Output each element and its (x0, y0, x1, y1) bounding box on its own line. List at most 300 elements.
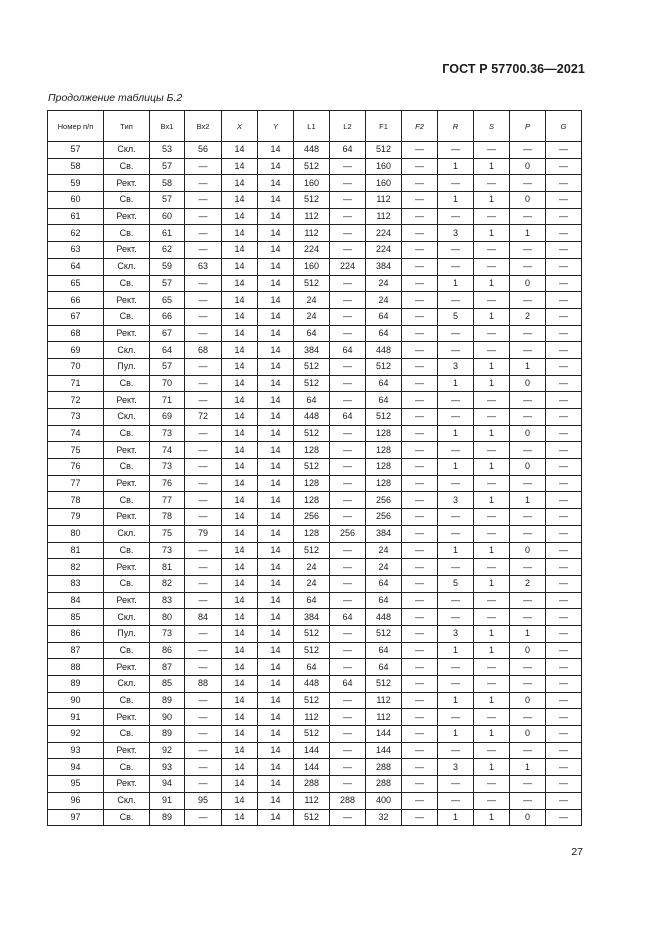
table-cell: 14 (222, 325, 258, 342)
table-cell: 14 (222, 609, 258, 626)
table-cell: — (330, 425, 366, 442)
table-cell: 24 (366, 542, 402, 559)
table-cell: 14 (222, 509, 258, 526)
table-cell: 14 (222, 742, 258, 759)
table-cell: 14 (222, 409, 258, 426)
table-cell: — (330, 242, 366, 259)
table-cell: — (185, 726, 222, 743)
table-row (48, 676, 582, 693)
table-cell: — (402, 759, 438, 776)
table-cell: 1 (474, 275, 510, 292)
table-cell: 0 (510, 459, 546, 476)
table-cell: 512 (294, 692, 330, 709)
table-cell: — (185, 759, 222, 776)
table-cell: 1 (438, 375, 474, 392)
table-cell: 512 (366, 358, 402, 375)
table-cell: 76 (150, 475, 185, 492)
table-cell: 384 (366, 525, 402, 542)
table-cell: Св. (104, 225, 150, 242)
table-cell: 256 (330, 525, 366, 542)
table-cell: 64 (366, 375, 402, 392)
table-cell: — (330, 225, 366, 242)
table-cell: — (402, 325, 438, 342)
table-cell: 2 (510, 575, 546, 592)
table-cell: 81 (48, 542, 104, 559)
table-cell: — (510, 709, 546, 726)
table-cell: Рект. (104, 475, 150, 492)
table-row (48, 225, 582, 242)
table-cell: 58 (48, 158, 104, 175)
table-cell: — (402, 709, 438, 726)
table-cell: — (510, 342, 546, 359)
table-cell: 112 (366, 709, 402, 726)
table-cell: 1 (474, 692, 510, 709)
table-cell: 128 (366, 442, 402, 459)
table-cell: 14 (222, 559, 258, 576)
table-cell: 24 (294, 575, 330, 592)
table-cell: — (510, 208, 546, 225)
table-row (48, 575, 582, 592)
table-cell: 1 (474, 642, 510, 659)
column-header: Y (258, 111, 294, 142)
table-cell: 288 (366, 776, 402, 793)
table-cell: 448 (366, 342, 402, 359)
table-cell: — (438, 742, 474, 759)
table-cell: — (402, 375, 438, 392)
table-cell: — (546, 292, 582, 309)
table-cell: 1 (438, 726, 474, 743)
table-cell: Св. (104, 158, 150, 175)
table-cell: 59 (48, 175, 104, 192)
table-row (48, 509, 582, 526)
table-cell: 88 (48, 659, 104, 676)
table-cell: 3 (438, 358, 474, 375)
table-cell: 1 (510, 492, 546, 509)
table-cell: 448 (294, 409, 330, 426)
table-cell: — (402, 676, 438, 693)
table-cell: 1 (474, 158, 510, 175)
table-cell: 14 (258, 542, 294, 559)
column-header: F2 (402, 111, 438, 142)
table-cell: 74 (48, 425, 104, 442)
table-cell: 288 (366, 759, 402, 776)
table-cell: Пул. (104, 358, 150, 375)
table-cell: 87 (48, 642, 104, 659)
table-cell: 448 (366, 609, 402, 626)
table-cell: 14 (258, 292, 294, 309)
table-cell: — (546, 542, 582, 559)
table-cell: — (510, 676, 546, 693)
table-row (48, 726, 582, 743)
table-cell: Скл. (104, 258, 150, 275)
table-cell: 0 (510, 726, 546, 743)
table-cell: 84 (48, 592, 104, 609)
table-cell: — (438, 442, 474, 459)
table-cell: — (438, 659, 474, 676)
table-row (48, 692, 582, 709)
table-cell: — (185, 709, 222, 726)
table-cell: — (510, 559, 546, 576)
table-cell: — (402, 459, 438, 476)
table-row (48, 308, 582, 325)
table-cell: — (330, 709, 366, 726)
table-body (48, 142, 582, 826)
table-row (48, 342, 582, 359)
table-cell: 77 (150, 492, 185, 509)
table-cell: 14 (222, 208, 258, 225)
table-cell: 14 (258, 525, 294, 542)
table-cell: 84 (185, 609, 222, 626)
table-cell: — (474, 659, 510, 676)
table-cell: 75 (48, 442, 104, 459)
table-row (48, 192, 582, 209)
table-cell: — (474, 742, 510, 759)
table-cell: 0 (510, 642, 546, 659)
table-cell: — (402, 726, 438, 743)
table-cell: — (438, 142, 474, 159)
table-cell: 1 (438, 192, 474, 209)
table-cell: — (402, 208, 438, 225)
table-cell: 3 (438, 492, 474, 509)
table-cell: — (438, 676, 474, 693)
table-cell: 72 (48, 392, 104, 409)
table-cell: — (402, 242, 438, 259)
table-cell: 64 (366, 308, 402, 325)
table-cell: 70 (48, 358, 104, 375)
table-cell: 2 (510, 308, 546, 325)
table-row (48, 759, 582, 776)
table-cell: 64 (366, 575, 402, 592)
table-cell: — (438, 325, 474, 342)
table-cell: 61 (150, 225, 185, 242)
table-cell: 0 (510, 275, 546, 292)
table-row (48, 459, 582, 476)
table-cell: — (546, 409, 582, 426)
table-cell: — (330, 575, 366, 592)
table-cell: 14 (258, 809, 294, 826)
table-cell: — (330, 175, 366, 192)
table-cell: — (474, 342, 510, 359)
table-cell: 512 (366, 625, 402, 642)
table-cell: 128 (294, 525, 330, 542)
table-cell: 0 (510, 192, 546, 209)
table-cell: 112 (366, 692, 402, 709)
table-cell: 14 (222, 776, 258, 793)
table-cell: 14 (222, 375, 258, 392)
table-cell: — (546, 225, 582, 242)
table-cell: — (402, 175, 438, 192)
table-cell: — (510, 392, 546, 409)
table-cell: 14 (258, 208, 294, 225)
table-cell: 224 (366, 225, 402, 242)
table-cell: — (330, 542, 366, 559)
table-cell: 14 (258, 242, 294, 259)
page-number: 27 (571, 846, 583, 858)
table-cell: 14 (222, 192, 258, 209)
table-cell: 64 (330, 409, 366, 426)
table-cell: 14 (258, 776, 294, 793)
table-cell: — (185, 425, 222, 442)
table-cell: — (185, 308, 222, 325)
table-cell: Рект. (104, 292, 150, 309)
table-cell: — (402, 492, 438, 509)
table-cell: — (185, 776, 222, 793)
table-cell: 64 (330, 342, 366, 359)
table-cell: 72 (185, 409, 222, 426)
table-cell: Рект. (104, 208, 150, 225)
table-cell: — (510, 325, 546, 342)
table-row (48, 358, 582, 375)
table-cell: — (474, 142, 510, 159)
table-cell: 86 (150, 642, 185, 659)
table-cell: 14 (258, 308, 294, 325)
table-cell: — (438, 242, 474, 259)
table-cell: Св. (104, 375, 150, 392)
table-cell: 14 (258, 275, 294, 292)
table-row (48, 375, 582, 392)
table-cell: Рект. (104, 742, 150, 759)
table-cell: 1 (474, 459, 510, 476)
table-cell: 256 (366, 492, 402, 509)
table-cell: — (510, 742, 546, 759)
table-cell: Св. (104, 192, 150, 209)
table-cell: 1 (474, 425, 510, 442)
table-cell: Св. (104, 542, 150, 559)
table-cell: 512 (294, 625, 330, 642)
table-cell: — (330, 208, 366, 225)
table-cell: 512 (294, 542, 330, 559)
table-cell: 63 (185, 258, 222, 275)
table-cell: 94 (48, 759, 104, 776)
column-header: Вх1 (150, 111, 185, 142)
table-cell: — (474, 676, 510, 693)
table-cell: 14 (222, 258, 258, 275)
table-cell: 81 (150, 559, 185, 576)
table-cell: 384 (366, 258, 402, 275)
table-cell: Св. (104, 308, 150, 325)
table-cell: 61 (48, 208, 104, 225)
table-cell: — (510, 409, 546, 426)
table-cell: — (330, 475, 366, 492)
table-cell: 512 (294, 425, 330, 442)
table-cell: — (185, 575, 222, 592)
table-cell: — (402, 225, 438, 242)
table-cell: 73 (150, 425, 185, 442)
table-cell: — (546, 759, 582, 776)
table-cell: 1 (474, 225, 510, 242)
table-cell: 14 (258, 792, 294, 809)
table-cell: 73 (150, 542, 185, 559)
table-cell: — (474, 392, 510, 409)
table-cell: 64 (366, 325, 402, 342)
column-header: Вх2 (185, 111, 222, 142)
table-cell: 53 (150, 142, 185, 159)
table-cell: 59 (150, 258, 185, 275)
table-cell: 97 (48, 809, 104, 826)
table-cell: — (474, 292, 510, 309)
table-cell: 512 (294, 158, 330, 175)
table-row (48, 392, 582, 409)
table-cell: 14 (258, 709, 294, 726)
table-cell: 24 (366, 275, 402, 292)
table-cell: Св. (104, 275, 150, 292)
table-cell: — (546, 158, 582, 175)
table-row (48, 292, 582, 309)
table-cell: 14 (222, 475, 258, 492)
table-cell: — (510, 242, 546, 259)
table-cell: 92 (150, 742, 185, 759)
table-cell: 69 (48, 342, 104, 359)
table-cell: 1 (438, 692, 474, 709)
table-row (48, 742, 582, 759)
table-cell: 64 (150, 342, 185, 359)
table-cell: 82 (48, 559, 104, 576)
table-row (48, 609, 582, 626)
table-cell: 1 (438, 158, 474, 175)
table-cell: — (546, 325, 582, 342)
table-cell: 3 (438, 225, 474, 242)
table-cell: Св. (104, 759, 150, 776)
table-cell: — (546, 809, 582, 826)
table-cell: — (330, 375, 366, 392)
table-row (48, 208, 582, 225)
table-cell: — (510, 592, 546, 609)
table-cell: — (510, 609, 546, 626)
table-cell: 1 (474, 492, 510, 509)
table-cell: — (438, 175, 474, 192)
table-cell: — (546, 459, 582, 476)
table-cell: — (402, 425, 438, 442)
table-cell: — (438, 525, 474, 542)
table-cell: 86 (48, 625, 104, 642)
table-cell: 160 (366, 175, 402, 192)
table-cell: — (546, 392, 582, 409)
table-cell: — (510, 442, 546, 459)
table-cell: — (546, 776, 582, 793)
table-cell: — (474, 559, 510, 576)
table-cell: — (402, 776, 438, 793)
table-cell: — (402, 609, 438, 626)
table-cell: — (546, 208, 582, 225)
table-cell: 5 (438, 575, 474, 592)
table-cell: — (402, 475, 438, 492)
table-cell: Скл. (104, 792, 150, 809)
table-cell: 5 (438, 308, 474, 325)
table-cell: 224 (294, 242, 330, 259)
table-cell: — (546, 509, 582, 526)
table-cell: — (474, 776, 510, 793)
table-cell: — (185, 208, 222, 225)
table-cell: 14 (258, 425, 294, 442)
table-cell: 14 (222, 575, 258, 592)
table-cell: — (402, 358, 438, 375)
table-cell: — (546, 358, 582, 375)
table-cell: 95 (48, 776, 104, 793)
table-row (48, 809, 582, 826)
table-cell: 288 (294, 776, 330, 793)
table-cell: 0 (510, 542, 546, 559)
table-cell: 160 (294, 175, 330, 192)
column-header: Тип (104, 111, 150, 142)
table-cell: 14 (258, 325, 294, 342)
table-cell: 14 (222, 759, 258, 776)
table-cell: — (330, 809, 366, 826)
table-cell: — (185, 475, 222, 492)
table-cell: 0 (510, 425, 546, 442)
table-cell: — (474, 175, 510, 192)
table-cell: 60 (150, 208, 185, 225)
table-cell: 65 (150, 292, 185, 309)
column-header: S (474, 111, 510, 142)
table-cell: — (546, 642, 582, 659)
table-cell: 71 (150, 392, 185, 409)
table-cell: 512 (294, 726, 330, 743)
table-cell: 1 (474, 625, 510, 642)
table-cell: — (402, 592, 438, 609)
table-cell: 14 (222, 358, 258, 375)
table-cell: 512 (366, 142, 402, 159)
table-cell: Св. (104, 692, 150, 709)
table-cell: — (438, 509, 474, 526)
table-cell: — (185, 325, 222, 342)
table-cell: 1 (438, 542, 474, 559)
table-cell: — (474, 509, 510, 526)
table-row (48, 792, 582, 809)
table-cell: 512 (294, 358, 330, 375)
table-cell: 14 (222, 642, 258, 659)
table-cell: — (185, 492, 222, 509)
table-cell: — (438, 709, 474, 726)
table-cell: — (402, 158, 438, 175)
table-cell: — (510, 659, 546, 676)
table-cell: 64 (330, 676, 366, 693)
table-cell: — (510, 525, 546, 542)
table-cell: — (546, 342, 582, 359)
table-cell: 1 (474, 809, 510, 826)
table-row (48, 258, 582, 275)
table-cell: 14 (258, 592, 294, 609)
table-cell: 14 (222, 275, 258, 292)
table-cell: 512 (294, 809, 330, 826)
table-row (48, 275, 582, 292)
table-cell: 95 (185, 792, 222, 809)
table-cell: 112 (294, 225, 330, 242)
table-cell: — (185, 542, 222, 559)
table-cell: — (402, 275, 438, 292)
table-cell: — (546, 676, 582, 693)
table-cell: 14 (222, 392, 258, 409)
table-cell: 1 (474, 542, 510, 559)
column-header: F1 (366, 111, 402, 142)
table-cell: — (546, 709, 582, 726)
table-cell: 24 (294, 292, 330, 309)
table-cell: Скл. (104, 142, 150, 159)
table-cell: — (474, 592, 510, 609)
column-header: R (438, 111, 474, 142)
table-cell: — (185, 509, 222, 526)
table-cell: 64 (366, 592, 402, 609)
table-cell: — (402, 575, 438, 592)
table-cell: — (330, 292, 366, 309)
table-cell: — (402, 659, 438, 676)
table-cell: 79 (185, 525, 222, 542)
table-cell: — (330, 392, 366, 409)
table-cell: 24 (366, 559, 402, 576)
table-cell: — (330, 642, 366, 659)
table-cell: 82 (150, 575, 185, 592)
table-cell: — (510, 475, 546, 492)
table-cell: 1 (474, 375, 510, 392)
